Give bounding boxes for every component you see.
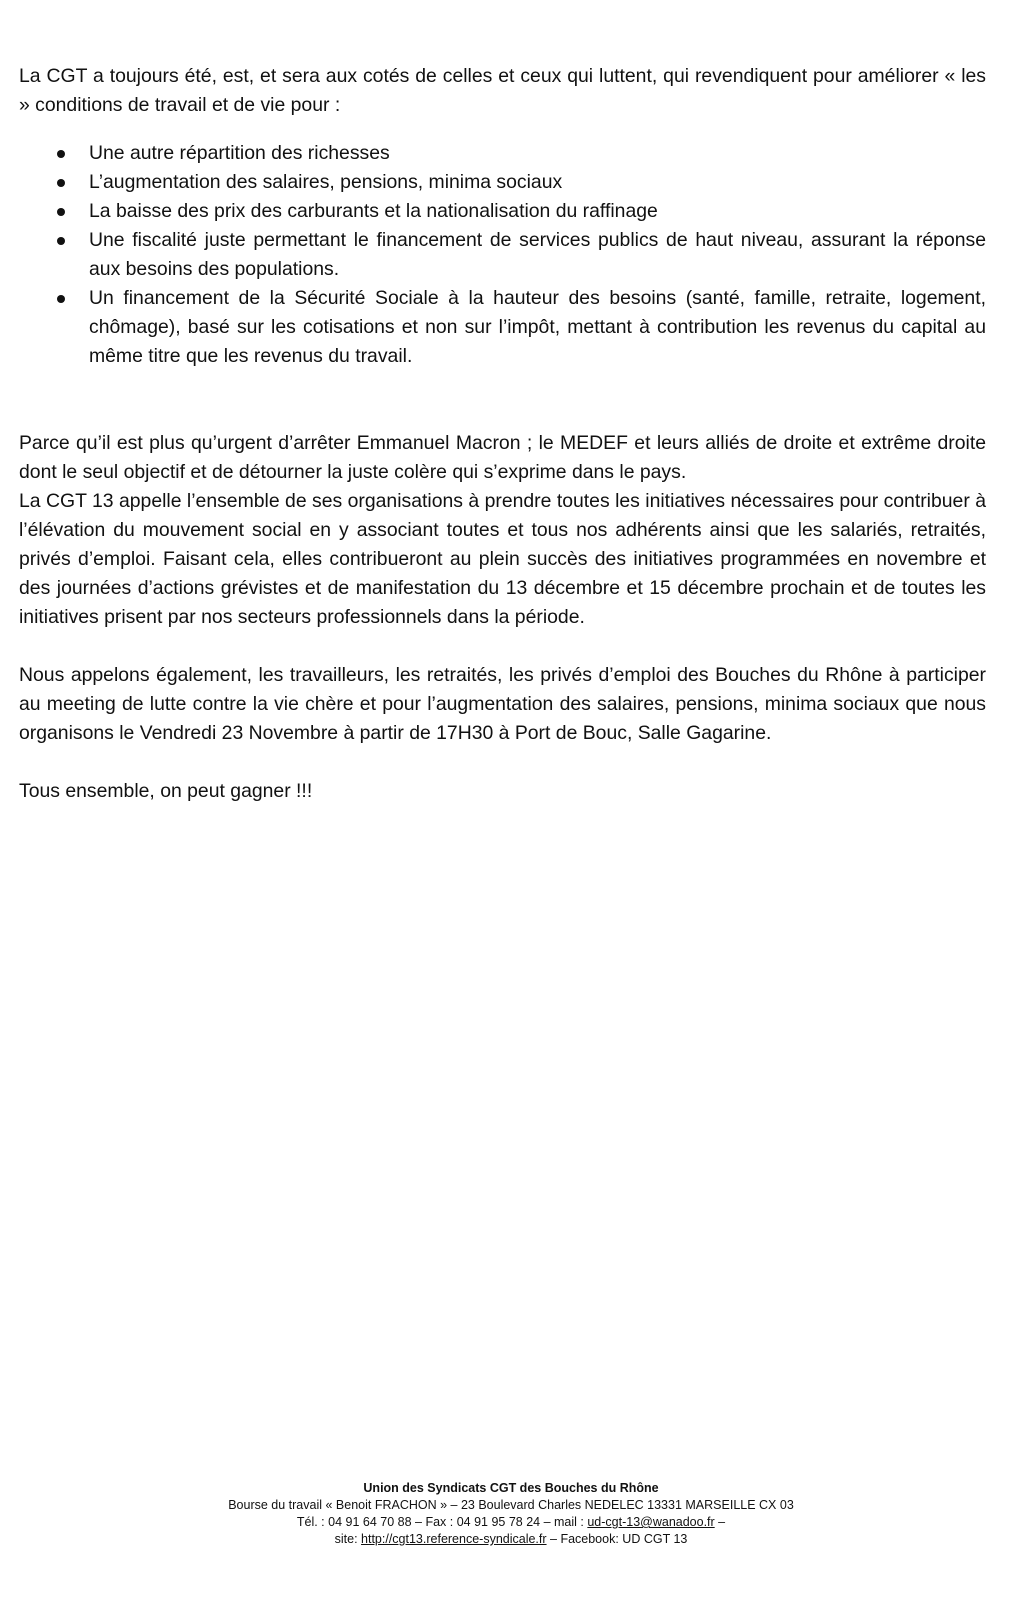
demand-text: Une fiscalité juste permettant le financement de services publics de haut niveau, assurant la réponse aux besoins des populations. <box>89 229 986 280</box>
bullet-icon <box>57 295 65 303</box>
demand-item <box>89 226 986 284</box>
intro-paragraph: La CGT a toujours été, est, et sera aux cotés de celles et ceux qui luttent, qui revendiquent pour améliorer « les » conditions de travail et de vie pour : <box>19 65 986 116</box>
footer-contact-suffix: – <box>714 1515 726 1529</box>
footer-org-name: Union des Syndicats CGT des Bouches du Rhône <box>363 1481 659 1495</box>
footer-address: Bourse du travail « Benoit FRACHON » – 23 Boulevard Charles NEDELEC 13331 MARSEILLE CX 03 <box>228 1498 794 1512</box>
demand-text: Un financement de la Sécurité Sociale à la hauteur des besoins (santé, famille, retraite, logement, chômage), basé sur les cotisations et non sur l’impôt, mettant à contribution les revenus du capital au même titre que les revenus du travail. <box>89 287 986 367</box>
demand-text: L’augmentation des salaires, pensions, minima sociaux <box>89 171 563 193</box>
closing-line: Tous ensemble, on peut gagner !!! <box>19 780 313 802</box>
cgt13-call-paragraph: La CGT 13 appelle l’ensemble de ses organisations à prendre toutes les initiatives nécessaires pour contribuer à l’élévation du mouvement social en y associant toutes et tous nos adhérents ainsi que les salariés, retraités, privés d’emploi. Faisant cela, elles contribueront au plein succès des initiatives programmées en novembre et des journées d’actions grévistes et de manifestation du 13 décembre et 15 décembre prochain et de toutes les initiatives prisent par nos secteurs professionnels dans la période. <box>19 490 986 628</box>
macron-paragraph: Parce qu’il est plus qu’urgent d’arrêter Emmanuel Macron ; le MEDEF et leurs alliés de droite et extrême droite dont le seul objectif et de détourner la juste colère qui s’exprime dans le pays. <box>19 432 986 483</box>
footer-contact <box>0 1514 1022 1531</box>
footer-phone-fax: Tél. : 04 91 64 70 88 – Fax : 04 91 95 78 24 – mail : <box>296 1515 588 1529</box>
demand-item <box>89 197 986 226</box>
document-body <box>19 62 986 806</box>
footer-site-link[interactable]: http://cgt13.reference-syndicale.fr <box>361 1532 547 1546</box>
demands-list <box>19 139 986 371</box>
footer-facebook: – Facebook: UD CGT 13 <box>546 1532 688 1546</box>
bullet-icon <box>57 150 65 158</box>
footer-email-link[interactable]: ud-cgt-13@wanadoo.fr <box>587 1515 715 1529</box>
demand-item <box>89 284 986 371</box>
demand-item <box>89 139 986 168</box>
footer-web <box>0 1531 1022 1548</box>
bullet-icon <box>57 179 65 187</box>
letterhead-footer <box>0 1480 1022 1548</box>
demand-item <box>89 168 986 197</box>
bullet-icon <box>57 237 65 245</box>
demand-text: La baisse des prix des carburants et la nationalisation du raffinage <box>89 200 658 222</box>
demand-text: Une autre répartition des richesses <box>89 142 390 164</box>
footer-site-label: site: <box>334 1532 362 1546</box>
bullet-icon <box>57 208 65 216</box>
meeting-paragraph: Nous appelons également, les travailleurs, les retraités, les privés d’emploi des Bouches du Rhône à participer au meeting de lutte contre la vie chère et pour l’augmentation des salaires, pensions, minima sociaux que nous organisons le Vendredi 23 Novembre à partir de 17H30 à Port de Bouc, Salle Gagarine. <box>19 664 986 744</box>
